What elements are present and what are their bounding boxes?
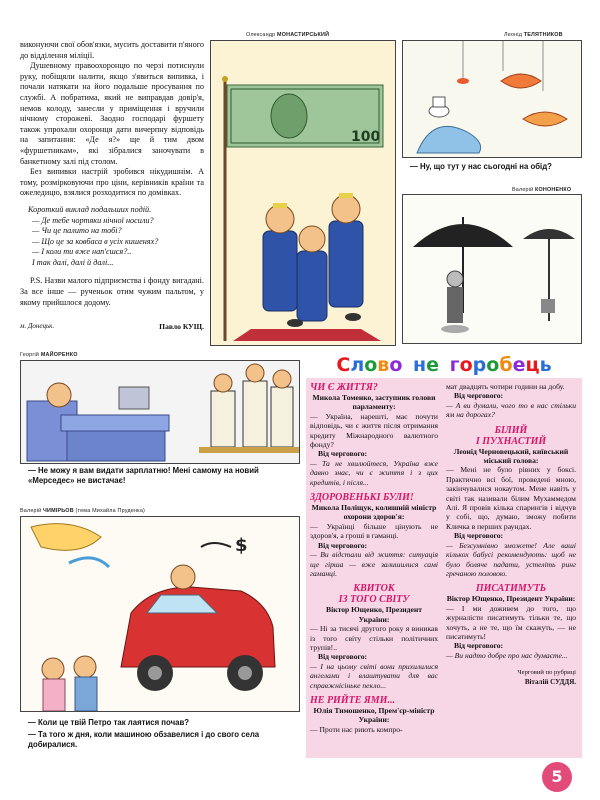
cartoon-money-flag — [210, 40, 396, 346]
cartoon-credit: Леонід ТЕЛЯТНИКОВ — [504, 32, 563, 38]
rubric-heading: БІЛИЙ І ПУХНАСТИЙ — [475, 424, 547, 447]
rubric-signature-name: Віталій СУДДЯ. — [524, 677, 576, 686]
rubric-right-column — [446, 382, 576, 687]
rubric-quote: — Україна, нарешті, має почути відповідь, чи є життя після отримання кредиту Міжнародного валютного фонду? — [310, 411, 438, 450]
rubric-duty-label: Від чергового: — [454, 641, 504, 651]
rubric-quote: — Проти нас риють компро- — [310, 724, 403, 734]
rubric-title — [302, 354, 586, 376]
poem-title: Короткий виклад подальших подій. — [28, 204, 152, 214]
article-paragraph: Без випивки настрій зробився нікудишнім. А тому, розмірковуючи про ціни, керівників країни та ожеледицю, взялися розходитися по домівках. — [20, 167, 204, 198]
rubric-duty-label: Від чергового: — [454, 531, 504, 541]
rubric-duty-label: Від чергового: — [318, 652, 368, 662]
banknote-value: 100 — [351, 129, 381, 145]
cartoon-car-illustration — [21, 517, 300, 712]
caption-car-2: — Та того ж дня, коли машиною обзавелися і до свого села добиралися. — [28, 730, 260, 749]
poem-line: І так далі, далі й далі... — [32, 257, 114, 267]
svg-text:$: $ — [235, 535, 248, 556]
cartoon-credit: Валерій КОНОНЕНКО — [512, 187, 572, 193]
rubric-duty-reply: — Безсумнівно зможете! Але ваші кількох бабусі рекомендують: щоб не було боляче падати, устеліть ринг гречаною половою. — [446, 540, 576, 578]
rubric-title-letter: е — [426, 354, 440, 376]
rubric-speaker: Леонід Черновецький, київський міський голова: — [453, 446, 569, 466]
rubric-speaker: Віктор Ющенко, Президент України: — [326, 605, 422, 624]
rubric-duty-reply: — Ви надто добре про нас думаєте... — [446, 650, 568, 660]
cartoon-salary-illustration — [21, 361, 300, 464]
rubric-duty-reply: — І на цьому світі вони прихилилися ангелами і влаштувати для вас справжнісіньке пекло... — [310, 661, 438, 690]
rubric-duty-label: Від чергового: — [454, 391, 504, 401]
rubric-duty-label: Від чергового: — [318, 449, 368, 459]
rubric-title-letter: о — [459, 354, 473, 376]
rubric-title-letter: н — [413, 354, 427, 376]
rubric-duty-reply: — Та не хвилюйтеся, Україна вже давно знає, чи є життя і з цих кредитів, і після... — [310, 458, 438, 487]
rubric-title-letter: о — [486, 354, 500, 376]
postscript: P.S. Назви малого підприємства і фонду вигадані. За все інше — рученьок отим чужим пальтом, у якому прийшлося додому. — [20, 276, 204, 307]
rubric-title-letter: С — [336, 354, 351, 376]
rubric-quote: — Мені не було рівних у боксі. Практично всі бої, проведені мною, закінчувалися нокаутом. Мене навіть у світі так називали білим Мухаммедом Алі. Я провів кілька спарингів і відчув у собі, що, думаю, зможу побити Кличка в перших раундах. — [446, 465, 576, 531]
cartoon-fish-illustration — [403, 41, 582, 158]
cartoon-fish — [402, 40, 582, 158]
rubric-title-letter: ц — [525, 354, 540, 376]
caption-car-1: — Коли це твій Петро так лаятися почав? — [28, 718, 190, 727]
article-signature — [20, 322, 204, 330]
rubric-title-letter: в — [377, 354, 390, 376]
rubric-speaker: Микола Поліщук, колишній міністр охорони здоров'я: — [311, 503, 437, 522]
poem-line: — Що це за ковбаса в усіх кишенях? — [32, 236, 159, 246]
rubric-title-letter — [441, 354, 448, 376]
article-paragraph: Душевному правоохоронцю по черзі потиснули руку, побіщяли налити, якщо з'явиться випивка, і почали натякати на його подальше просування по службі. А побратима, який не виправдав довір'я, немов колоду, занесли у приміщення і вручили нічному сторожеві. Заодно господарі фуршету також упрохали охоронця дати вичерпну відповідь на запитання: «Де я?» ще й тим двом «фуршетникам», які зібралися заночувати в банкетному залі під столом. — [20, 61, 204, 166]
rubric-speaker: Юлія Тимошенко, Прем'єр-міністр України: — [313, 705, 435, 725]
rubric-title-letter: л — [350, 354, 365, 376]
rubric-duty-reply: — Ви відстали від життя: ситуація ще гірша — вже залишилися самі гаманці. — [310, 550, 438, 578]
poem-line: — Де тебе чортяки нічної носили? — [32, 215, 154, 225]
rubric-title-letter: р — [472, 354, 487, 376]
rubric-quote: — Українці більше цінують не здоров'я, а гроші в гаманці. — [310, 521, 438, 541]
rubric-title-letter: ь — [539, 354, 552, 376]
rubric-heading: ЗДОРОВЕНЬКІ БУЛИ! — [310, 492, 414, 504]
cartoon-credit: Валерій ЧИМІРЬОВ (тема Михайла Пруденка) — [20, 508, 146, 514]
cartoon-car — [20, 516, 300, 712]
rubric-title-letter: е — [512, 354, 526, 376]
rubric-title-letter — [404, 354, 411, 376]
page-number: 5 — [542, 762, 572, 792]
article-paragraph: виконуючи свої обов'язки, мусить доставити п'яного до відділення міліції. — [20, 40, 204, 60]
rubric-duty-reply: — А ви думали, чого то в нас стільки ям на дорогах? — [446, 400, 576, 420]
rubric-title-letter: о — [389, 354, 403, 376]
cartoon-umbrella — [402, 194, 582, 344]
rubric-heading: ПИСАТИМУТЬ — [475, 583, 547, 595]
rubric-quote: мат двадцять чотири години на добу. — [446, 382, 565, 391]
rubric-left-column — [310, 382, 438, 734]
rubric-title-letter: б — [499, 354, 513, 376]
cartoon-salary — [20, 360, 300, 464]
cartoon-umbrella-illustration — [403, 195, 582, 344]
poem-line: — І коли ти вже нап'єшся?.. — [32, 247, 132, 257]
article-column — [20, 40, 204, 308]
rubric-speaker: Микола Томенко, заступник голови парламенту: — [312, 393, 436, 412]
poem-line: — Чи це палито на тобі? — [32, 226, 122, 236]
cartoon-credit: Георгій МАЙОРЕНКО — [20, 352, 78, 358]
article-place: м. Донецьк. — [20, 322, 55, 330]
rubric-title-letter: г — [449, 354, 460, 376]
caption-salary: — Не можу я вам видати зарплатню! Мені самому на новий «Мерседес» не вистачає! — [28, 466, 259, 485]
cartoon-credit: Олександр МОНАСТИРСЬКИЙ — [246, 32, 330, 38]
caption-fish: — Ну, що тут у нас сьогодні на обід? — [410, 162, 552, 171]
rubric-duty-label: Від чергового: — [318, 540, 368, 550]
rubric-title-letter: о — [364, 354, 378, 376]
rubric-heading: ЧИ Є ЖИТТЯ? — [310, 382, 378, 393]
rubric-signature-role: Черговий по рубриці — [517, 669, 576, 677]
rubric-heading: НЕ РИЙТЕ ЯМИ... — [310, 694, 395, 706]
rubric-speaker: Віктор Ющенко, Президент України: — [446, 594, 576, 604]
cartoon-money-flag-illustration — [211, 41, 396, 346]
rubric-title-text — [336, 354, 551, 376]
rubric-heading: КВИТОК ІЗ ТОГО СВІТУ — [338, 583, 410, 606]
rubric-quote: — Ні за тисячі другого року я виникав із того світу стільки політичних трупів!.. — [310, 624, 438, 652]
rubric-quote: — І ми доживем до того, що журналісти писатимуть тільки те, що хочуть, а не те, що їм скажуть, — не писатимуть! — [446, 603, 576, 641]
article-author: Павло КУЩ. — [159, 322, 204, 331]
